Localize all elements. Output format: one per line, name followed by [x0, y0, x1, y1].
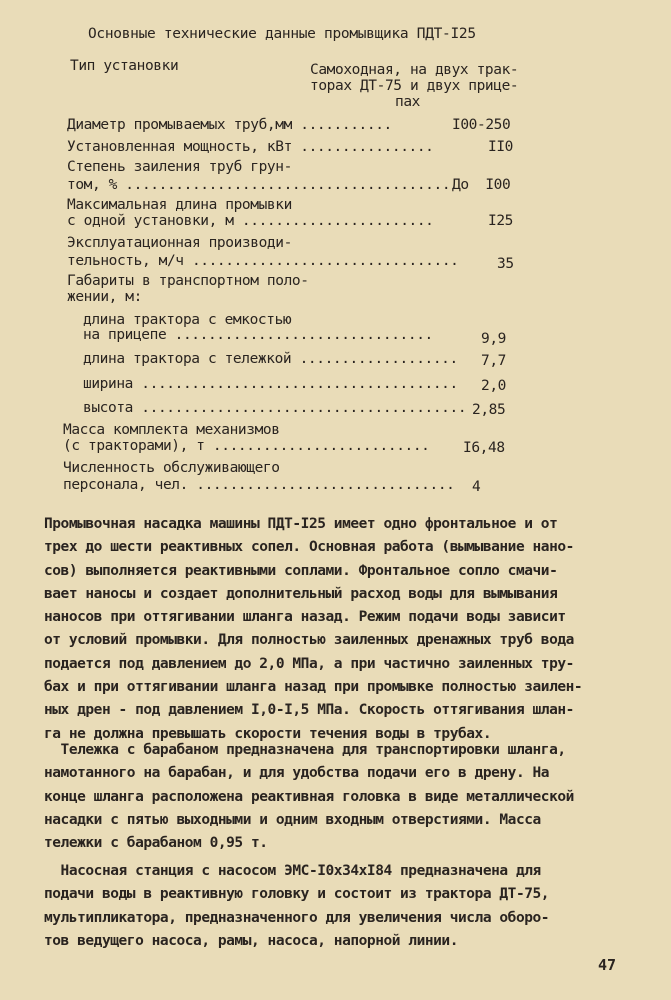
text-line: подачи воды в реактивную головку и состоит из трактора ДТ-75,	[44, 886, 550, 903]
dim-row-value: 7,7	[481, 353, 506, 369]
body-paragraph	[44, 513, 644, 746]
spec-row-label: Установленная мощность, кВт ................	[67, 139, 434, 155]
spec-row-label: Диаметр промываемых труб,мм ...........	[67, 117, 392, 133]
text-line: трех до шести реактивных сопел. Основная работа (вымывание нано-	[44, 539, 574, 556]
dim-row-value: 2,0	[481, 378, 506, 394]
spec-row-value: 35	[497, 256, 514, 272]
spec-row-value: I25	[488, 213, 513, 229]
text-line: конце шланга расположена реактивная головка в виде металлической	[44, 788, 574, 805]
type-label: Тип установки	[70, 58, 179, 74]
text-line: Промывочная насадка машины ПДТ-I25 имеет одно фронтальное и от	[44, 516, 558, 532]
table-title: Основные технические данные промывщика ПДТ-I25	[88, 26, 476, 42]
text-line: мультипликатора, предназначенного для увеличения числа оборо-	[44, 909, 550, 926]
dim-row-label: высота .......................................	[83, 400, 467, 416]
spec-row-label: Масса комплекта механизмов	[63, 422, 280, 438]
spec-row-value: 4	[472, 479, 481, 495]
spec-row-label: Максимальная длина промывки	[67, 197, 292, 213]
spec-row-value: I6,48	[463, 440, 505, 456]
page-number: 47	[598, 956, 617, 974]
spec-row-label: тельность, м/ч ................................	[67, 253, 459, 269]
spec-row-label: персонала, чел. ...............................	[63, 477, 455, 493]
text-line: от условий промывки. Для полностью заиленных дренажных труб вода	[44, 632, 574, 649]
text-line: насадки с пятью выходными и одним входным отверстиями. Масса	[44, 811, 541, 828]
spec-row-value: II0	[488, 139, 513, 155]
spec-row-label: жении, м:	[67, 289, 142, 305]
text-line: тележки с барабаном 0,95 т.	[44, 835, 268, 852]
type-value-line: торах ДТ-75 и двух прице-	[310, 78, 519, 94]
body-paragraph	[44, 739, 644, 855]
spec-row-label: Численность обслуживающего	[63, 460, 280, 476]
dim-row-label: на прицепе ...............................	[83, 327, 433, 343]
spec-row-label: Степень заиления труб грун-	[67, 159, 292, 175]
text-line: намотанного на барабан, и для удобства подачи его в дрену. На	[44, 765, 550, 782]
type-value-line: Самоходная, на двух трак-	[310, 62, 519, 78]
spec-row-label: Эксплуатационная производи-	[67, 235, 292, 251]
dim-row-value: 2,85	[472, 402, 506, 418]
dim-row-label: длина трактора с тележкой ...................	[83, 351, 458, 367]
text-line: вает наносы и создает дополнительный расход воды для вымывания	[44, 585, 558, 602]
dim-row-label: ширина ......................................	[83, 376, 458, 392]
text-line: тов ведущего насоса, рамы, насоса, напорной линии.	[44, 932, 458, 949]
text-line: Тележка с барабаном предназначена для транспортировки шланга,	[44, 742, 566, 758]
spec-row-value: I00-250	[452, 117, 511, 133]
text-line: га не должна превышать скорости течения воды в трубах.	[44, 725, 492, 742]
text-line: ных дрен - под давлением I,0-I,5 МПа. Скорость оттягивания шлан-	[44, 702, 574, 719]
dim-row-label: длина трактора с емкостью	[83, 312, 292, 328]
text-line: подается под давлением до 2,0 МПа, а при частично заиленных тру-	[44, 655, 574, 672]
type-value-line: пах	[395, 94, 420, 110]
text-line: Насосная станция с насосом ЭМС-I0х34хI84 предназначена для	[44, 863, 541, 879]
spec-row-label: том, % .......................................	[67, 177, 451, 193]
spec-row-label: (с тракторами), т ..........................	[63, 438, 430, 454]
spec-row-label: Габариты в транспортном поло-	[67, 273, 309, 289]
spec-row-value: До I00	[452, 177, 511, 193]
body-paragraph	[44, 860, 644, 953]
dim-row-value: 9,9	[481, 331, 506, 347]
spec-row-label: с одной установки, м .......................	[67, 213, 434, 229]
text-line: наносов при оттягивании шланга назад. Режим подачи воды зависит	[44, 609, 566, 626]
text-line: сов) выполняется реактивными соплами. Фронтальное сопло смачи-	[44, 562, 558, 579]
text-line: бах и при оттягивании шланга назад при промывке полностью заилен-	[44, 679, 583, 696]
